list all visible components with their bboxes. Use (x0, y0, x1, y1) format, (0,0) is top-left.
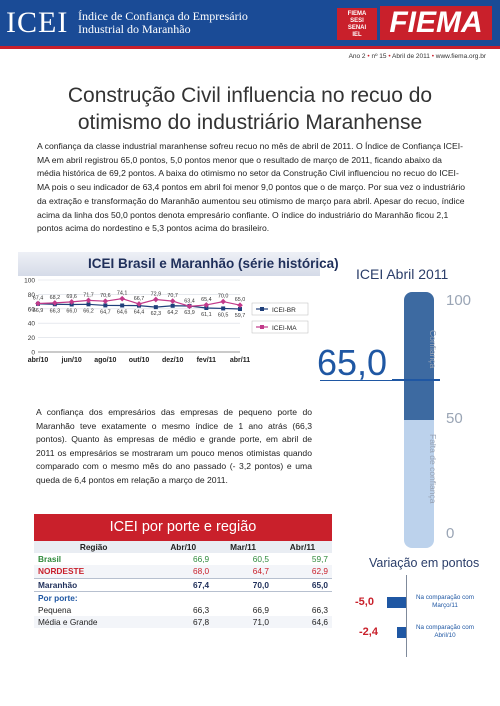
variation-value-april: -2,4 (359, 626, 378, 638)
table-cell: 64,7 (213, 565, 273, 578)
point-icei-br (221, 306, 225, 310)
size-paragraph: A confiança dos empresários das empresas de pequeno porte do Maranhão teve exatamente o mesmo índice de 1 ano atrás (66,3 pontos). Quanto às empresas de médio e grande porte, em abril de 2011 os empresários se mostraram um pouco menos otimistas quando comparado com o mesmo mês do ano passado (- 3,2 pontos) e uma queda de 6,4 pontos em relação a março de 2011. (36, 407, 312, 485)
table-header: Abr/11 (273, 541, 332, 553)
gauge-max-label: 100 (446, 292, 472, 309)
table-cell: Média e Grande (34, 616, 153, 628)
intro-line: MA pois o seu indicador de 63,4 pontos em abril foi menor 9,0 pontos que o de março. Por sua vez o industriário (37, 182, 466, 193)
data-label: 70,0 (217, 293, 229, 300)
table-cell: 67,4 (153, 578, 213, 591)
table-cell (273, 591, 332, 604)
y-tick-label: 100 (24, 277, 35, 285)
table-cell: 66,9 (192, 554, 210, 565)
data-label: 65,0 (234, 297, 246, 304)
article-title (40, 82, 460, 136)
data-label: 60,5 (217, 312, 229, 319)
x-tick-label: ago/10 (94, 357, 117, 364)
data-label: 66,9 (32, 307, 44, 314)
variation-label-april (410, 624, 480, 639)
data-label: 63,9 (184, 309, 195, 316)
issue-year: Ano 2 (348, 53, 366, 60)
gauge-no-confidence-label: Falta de confiança (428, 434, 438, 504)
intro-paragraph (37, 140, 469, 236)
intro-line: média histórica de 69,2 pontos. A baixa do otimismo no setor da Construção Civil influenciou no recuo do ICEI- (37, 168, 459, 179)
data-label: 66,3 (49, 308, 61, 315)
data-label: 68,2 (49, 294, 61, 301)
data-label: 67,4 (32, 295, 44, 302)
intro-line: MA em abril registrou 65,0 pontos, 5,0 pontos menor que o resultado de março de 2011, ficando abaixo da (37, 154, 442, 165)
variation-label-line: Na comparação com (415, 624, 475, 631)
table-cell: Maranhão (34, 578, 153, 591)
header-bar (0, 0, 500, 46)
intro-line: pontos acima do nordestino e 5,3 pontos acima do brasileiro. (37, 223, 270, 234)
table-cell: 64,6 (273, 616, 332, 628)
x-tick-label: out/10 (128, 357, 150, 364)
fiema-logo: FIEMA (380, 6, 492, 40)
data-label: 64,6 (116, 309, 128, 316)
table-cell: 70,0 (213, 578, 273, 591)
data-label: 66,0 (66, 308, 77, 315)
gauge-level-marker (392, 379, 440, 381)
table-header-row (34, 541, 332, 553)
y-tick-label: 40 (27, 320, 35, 328)
gauge-min-label: 0 (446, 525, 455, 542)
table-row (34, 553, 332, 565)
variation-bar-april (397, 627, 406, 638)
variation-bar-march (387, 597, 406, 608)
chart-plot (18, 252, 320, 388)
variation-label-march (410, 594, 480, 609)
data-label: 64,2 (167, 309, 178, 316)
data-label: 72,9 (150, 291, 162, 298)
issue-number: nº 15 (371, 53, 387, 60)
point-icei-ma (220, 299, 226, 305)
system-logo-line1: FIEMA (347, 11, 367, 17)
variation-label-line: Março/11 (432, 601, 458, 609)
intro-line: acima da linha dos 50,0 pontos denota empresário confiante. O índice do industriário do Maranhão ficou 2,1 (37, 209, 449, 220)
table-cell: 66,3 (192, 605, 210, 616)
legend-label: ICEI-BR (272, 307, 296, 314)
table-cell: 60,5 (252, 554, 269, 565)
x-tick-label: fev/11 (196, 357, 217, 364)
variation-value-march: -5,0 (355, 596, 374, 608)
point-icei-br (171, 304, 175, 308)
data-label: 71,7 (83, 292, 94, 299)
variation-title: Variação em pontos (369, 556, 480, 570)
point-icei-br (103, 303, 107, 307)
y-tick-label: 0 (31, 349, 35, 357)
table-cell: 62,9 (273, 565, 332, 578)
variation-label-line: Abril/10 (434, 631, 456, 639)
y-tick-label: 20 (27, 335, 35, 343)
point-icei-ma (153, 297, 159, 303)
region-table (34, 541, 332, 628)
point-icei-br (154, 305, 158, 309)
table-header: Região (34, 541, 153, 553)
table-cell (213, 591, 273, 604)
x-tick-label: abr/10 (27, 357, 49, 364)
header-subtitle (78, 10, 248, 36)
issue-site[interactable]: www.fiema.org.br (435, 53, 486, 60)
point-icei-br (120, 303, 124, 307)
table-cell: 66,3 (311, 605, 328, 616)
history-chart (18, 252, 339, 388)
point-icei-ma (170, 298, 176, 304)
article-title-line1: Construção Civil influencia no recuo do (67, 84, 433, 107)
table-cell (153, 591, 213, 604)
system-logo-line2: SESI (350, 18, 364, 24)
header-subtitle-line2: Industrial do Maranhão (78, 22, 191, 36)
table-row (34, 616, 332, 628)
system-logo-line4: IEL (352, 32, 362, 38)
header-subtitle-line1: Índice de Confiança do Empresário (78, 9, 248, 23)
article-title-line2: otimismo do industriário Maranhense (77, 111, 423, 134)
header-divider (0, 46, 500, 49)
table-row (34, 578, 332, 591)
legend-label: ICEI-MA (272, 325, 297, 332)
intro-line: A confiança da classe industrial maranhense sofreu recuo no mês de abril de 2011. O Índice de Confiança ICEI- (37, 141, 463, 151)
gauge-confidence-label: Confiança (428, 330, 438, 369)
chart-title: ICEI Brasil e Maranhão (série histórica) (88, 256, 339, 271)
y-tick-label: 60 (27, 306, 35, 314)
x-tick-label: abr/11 (229, 357, 251, 364)
legend-marker (260, 307, 264, 311)
table-cell: 66,9 (252, 605, 269, 616)
data-label: 64,4 (133, 309, 145, 316)
region-table-title: ICEI por porte e região (34, 514, 332, 541)
table-cell: 68,0 (153, 565, 213, 578)
intro-line: da extração e transformação do Maranhão aumentou seu otimismo de março para abril. Apesar do recuo, índice (37, 195, 465, 206)
data-label: 70,6 (100, 293, 111, 300)
data-label: 61,1 (201, 312, 212, 319)
icei-logo: ICEI (6, 6, 69, 39)
table-cell: NORDESTE (34, 565, 153, 578)
table-cell: Por porte: (34, 591, 153, 604)
table-row (34, 591, 332, 604)
table-row (34, 604, 332, 616)
gauge-value: 65,0 (317, 342, 388, 383)
system-logo-line3: SENAI (347, 25, 367, 31)
system-logo (337, 8, 377, 40)
table-cell: 67,8 (153, 616, 213, 628)
issue-date: Abril de 2011 (392, 53, 430, 60)
table-header: Mar/11 (213, 541, 273, 553)
issue-line: Ano 2 • nº 15 • Abril de 2011 • www.fiema.org.br (348, 53, 486, 60)
table-row (34, 565, 332, 578)
table-header: Abr/10 (153, 541, 213, 553)
variation-axis (406, 575, 407, 657)
data-label: 70,7 (167, 293, 178, 300)
table-cell: 65,0 (273, 578, 332, 591)
x-tick-label: dez/10 (161, 357, 184, 364)
data-label: 62,3 (150, 311, 162, 318)
data-label: 65,4 (201, 296, 212, 303)
data-label: 69,6 (66, 293, 77, 300)
data-label: 63,4 (184, 298, 195, 305)
data-label: 64,7 (100, 309, 111, 316)
point-icei-ma (119, 296, 125, 302)
gauge-mid-label: 50 (446, 410, 463, 427)
data-label: 59,7 (234, 313, 246, 320)
table-cell: 71,0 (213, 616, 273, 628)
y-tick-label: 80 (27, 291, 35, 299)
point-icei-ma (103, 298, 109, 304)
table-cell: Brasil (38, 554, 62, 565)
table-cell: 59,7 (311, 554, 328, 565)
gauge-title: ICEI Abril 2011 (356, 266, 449, 282)
x-tick-label: jun/10 (61, 357, 82, 364)
variation-label-line: Na comparação com (415, 594, 475, 601)
data-label: 66,2 (83, 308, 94, 315)
legend-marker (260, 325, 264, 329)
data-label: 74,1 (116, 290, 128, 297)
table-cell: Pequena (38, 605, 72, 616)
data-label: 66,7 (133, 295, 145, 302)
